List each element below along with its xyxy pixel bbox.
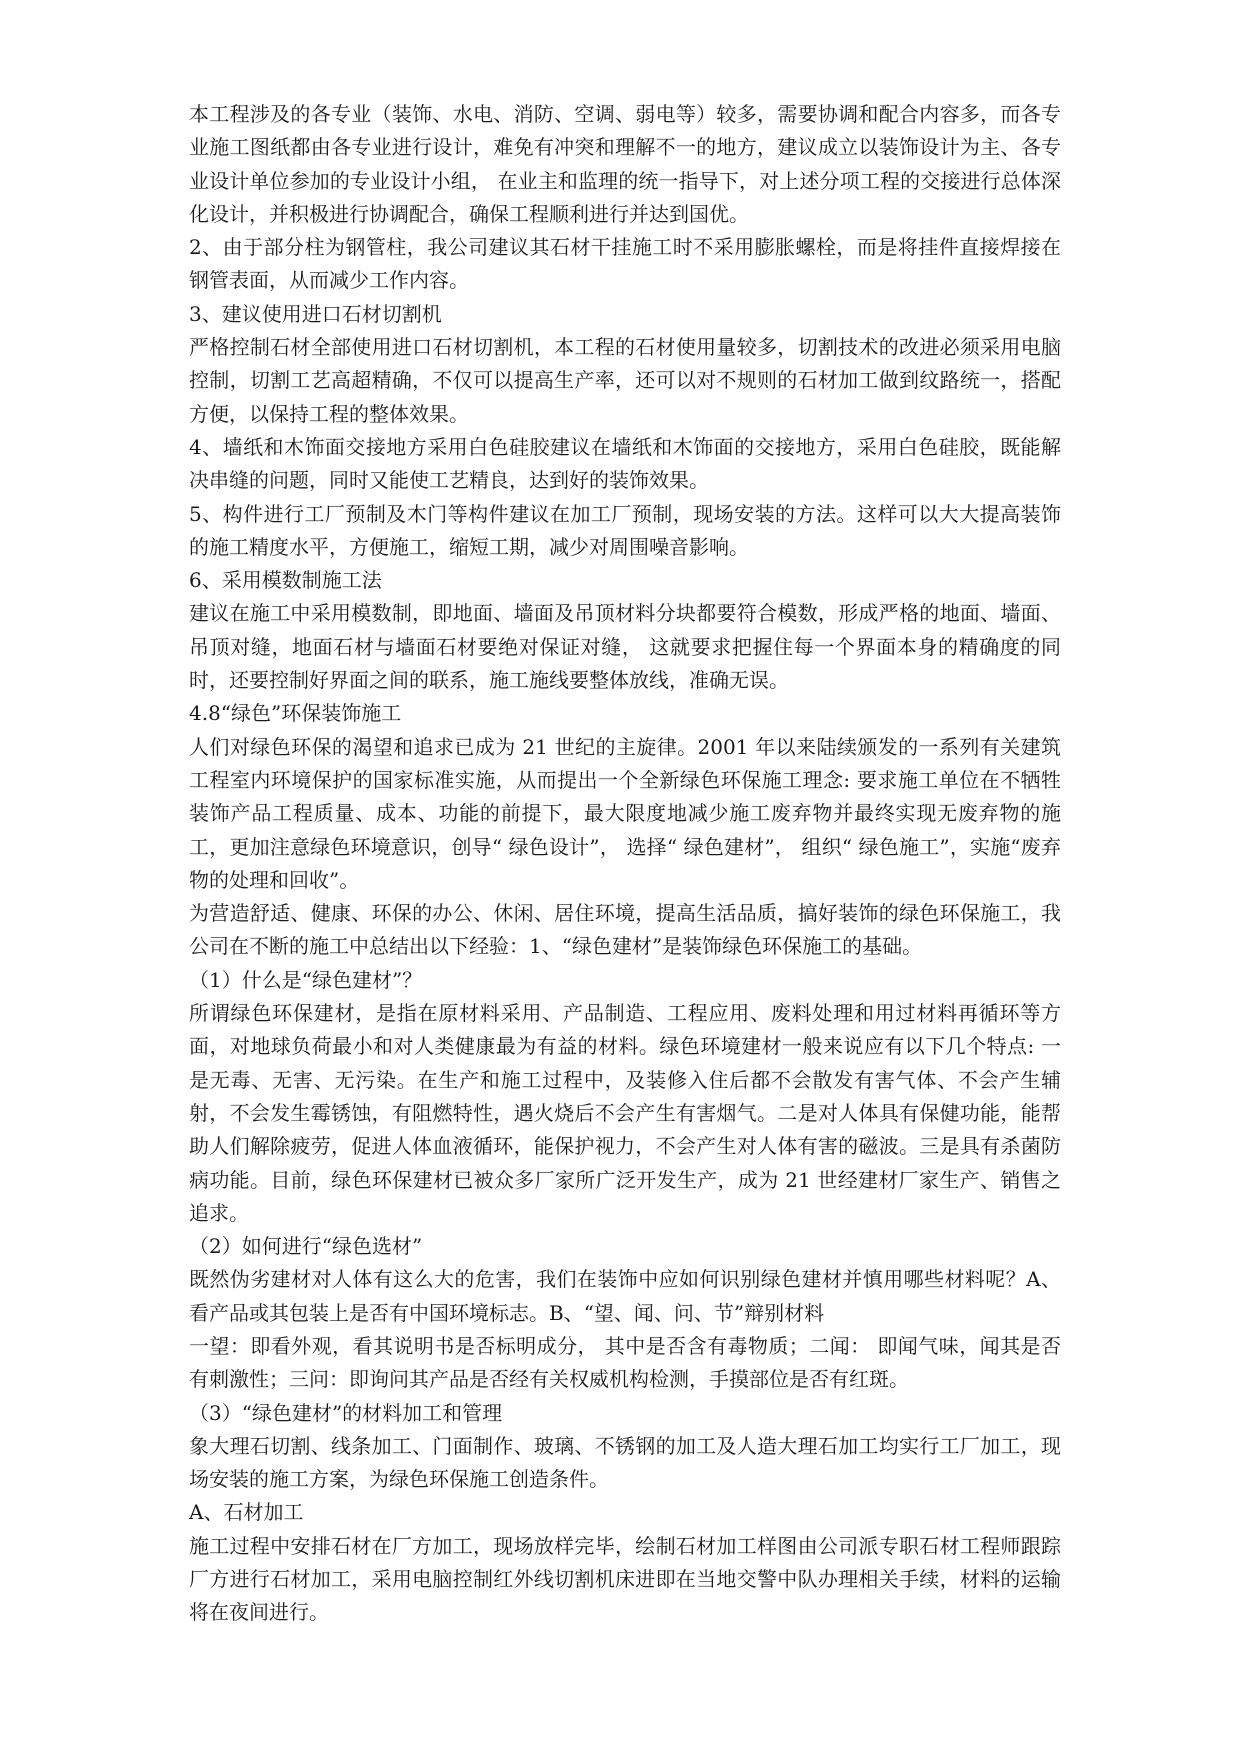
paragraph-green-intro: 人们对绿色环保的渴望和追求已成为 21 世纪的主旋律。2001 年以来陆续颁发的一系列有关建筑工程室内环境保护的国家标准实施，从而提出一个全新绿色环保施工理念: 要求施工单位在不牺牲装饰产品工程质量、成本、功能的前提下，最大限度地减少施工废弃物并最终实现无废弃物的施工，更加注意绿色环境意识，创导“ 绿色设计”， 选择“ 绿色建材”， 组织“ 绿色施工”，实施“废弃物的处理和回收”。	[189, 734, 1061, 892]
paragraph-item-5: 5、构件进行工厂预制及木门等构件建议在加工厂预制，现场安装的方法。这样可以大大提高装饰的施工精度水平，方便施工，缩短工期，减少对周围噪音影响。	[189, 501, 1061, 559]
heading-what-is-green: （1）什么是“绿色建材”？	[189, 967, 423, 992]
paragraph-factory-processing: 象大理石切割、线条加工、门面制作、玻璃、不锈钢的加工及人造大理石加工均实行工厂加工，现场安装的施工方案，为绿色环保施工创造条件。	[189, 1433, 1061, 1492]
paragraph-look-smell-ask: 一望：即看外观，看其说明书是否标明成分， 其中是否含有毒物质；二闻： 即闻气味，闻其是否有刺激性；三问：即询问其产品是否经有关权威机构检测，手摸部位是否有红斑。	[189, 1333, 1061, 1392]
paragraph-modular: 建议在施工中采用模数制，即地面、墙面及吊顶材料分块都要符合模数，形成严格的地面、墙面、吊顶对缝，地面石材与墙面石材要绝对保证对缝， 这就要求把握住每一个界面本身的精确度的同时，还要控制好界面之间的联系，施工施线要整体放线，准确无误。	[189, 601, 1061, 693]
heading-item-3: 3、建议使用进口石材切割机	[189, 301, 442, 326]
paragraph-identify: 既然伪劣建材对人体有这么大的危害，我们在装饰中应如何识别绿色建材并慎用哪些材料呢？A、看产品或其包装上是否有中国环境标志。B、“望、闻、问、节”辩别材料	[189, 1267, 1061, 1325]
heading-stone-processing: A、石材加工	[189, 1500, 304, 1525]
paragraph-item-4: 4、墙纸和木饰面交接地方采用白色硅胶建议在墙纸和木饰面的交接地方，采用白色硅胶，既能解决串缝的问题，同时又能使工艺精良，达到好的装饰效果。	[189, 434, 1061, 493]
heading-item-6: 6、采用模数制施工法	[189, 568, 382, 593]
paragraph-item-2: 2、由于部分柱为钢管柱，我公司建议其石材干挂施工时不采用膨胀螺栓，而是将挂件直接焊接在钢管表面，从而减少工作内容。	[189, 235, 1061, 293]
paragraph-intro: 本工程涉及的各专业（装饰、水电、消防、空调、弱电等）较多，需要协调和配合内容多，而各专业施工图纸都由各专业进行设计，难免有冲突和理解不一的地方，建议成立以装饰设计为主、各专业设计单位参加的专业设计小组， 在业主和监理的统一指导下，对上述分项工程的交接进行总体深化设计，并积极进行协调配合，确保工程顺利进行并达到国优。	[189, 102, 1061, 226]
heading-green-selection: （2）如何进行“绿色选材”	[189, 1234, 423, 1259]
paragraph-green-definition: 所谓绿色环保建材，是指在原材料采用、产品制造、工程应用、废料处理和用过材料再循环等方面，对地球负荷最小和对人类健康最为有益的材料。绿色环境建材一般来说应有以下几个特点: 一是无毒、无害、无污染。在生产和施工过程中，及装修入住后都不会散发有害气体、不会产生辅射，不会发生霉锈蚀，有阻燃特性，遇火烧后不会产生有害烟气。二是对人体具有保健功能，能帮助人们解除疲劳，促进人体血液循环，能保护视力，不会产生对人体有害的磁波。三是具有杀菌防病功能。目前，绿色环保建材已被众多厂家所广泛开发生产，成为 21 世经建材厂家生产、销售之追求。	[189, 1001, 1061, 1225]
heading-processing: （3）“绿色建材”的材料加工和管理	[189, 1400, 503, 1425]
paragraph-experience: 为营造舒适、健康、环保的办公、休闲、居住环境，提高生活品质，搞好装饰的绿色环保施工，我公司在不断的施工中总结出以下经验：1、“绿色建材”是装饰绿色环保施工的基础。	[189, 901, 1061, 959]
paragraph-stone-process-detail: 施工过程中安排石材在厂方加工，现场放样完毕，绘制石材加工样图由公司派专职石材工程师跟踪厂方进行石材加工，采用电脑控制红外线切割机床进即在当地交警中队办理相关手续，材料的运输将在夜间进行。	[189, 1533, 1061, 1625]
heading-section-4-8: 4.8“绿色”环保装饰施工	[189, 701, 402, 726]
paragraph-stone-cutting: 严格控制石材全部使用进口石材切割机，本工程的石材使用量较多，切割技术的改进必须采用电脑控制，切割工艺高超精确，不仅可以提高生产率，还可以对不规则的石材加工做到纹路统一，搭配方便，以保持工程的整体效果。	[189, 335, 1061, 426]
document-body	[189, 98, 1061, 1630]
